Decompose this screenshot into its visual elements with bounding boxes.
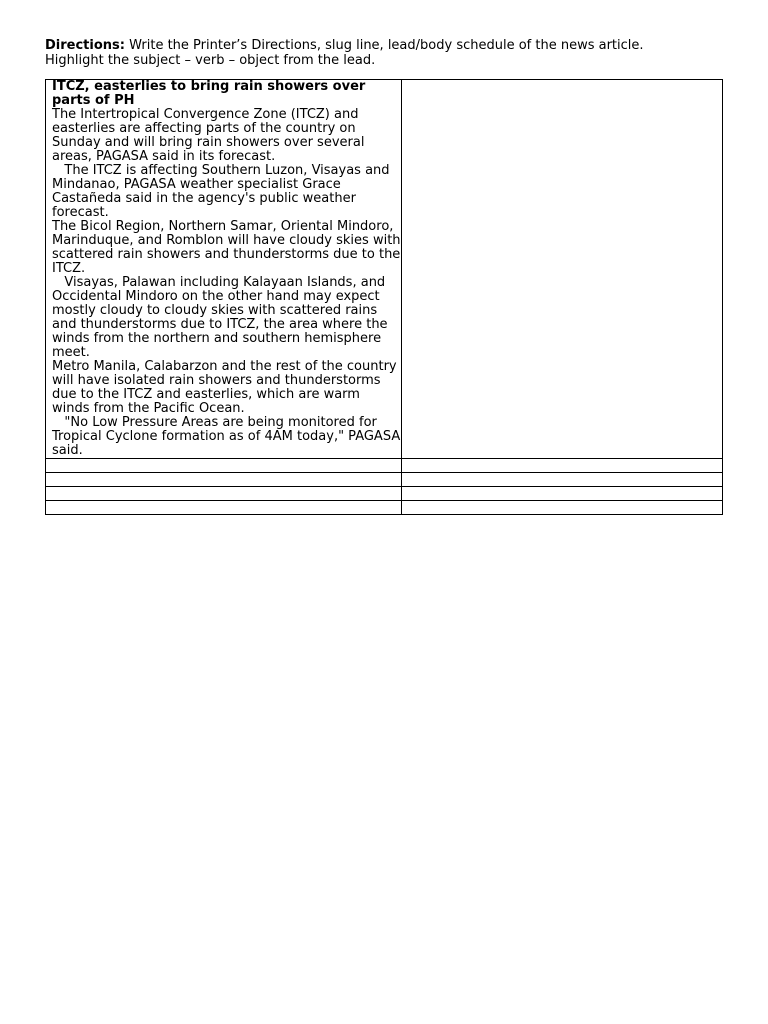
worksheet-table [45,79,723,515]
blank-cell-left[interactable] [46,473,402,487]
blank-row [46,487,723,501]
blank-cell-right[interactable] [402,473,723,487]
blank-cell-right[interactable] [402,459,723,473]
article-paragraph-3: The Bicol Region, Northern Samar, Oriental Mindoro, Marinduque, and Romblon will have cloudy skies with scattered rain showers and thunderstorms due to the ITCZ. [52,219,405,276]
blank-cell-left[interactable] [46,487,402,501]
blank-row [46,501,723,515]
blank-cell-left[interactable] [46,501,402,515]
blank-cell-left[interactable] [46,459,402,473]
article-paragraph-1: The Intertropical Convergence Zone (ITCZ) and easterlies are affecting parts of the country on Sunday and will bring rain showers over several areas, PAGASA said in its forecast. [52,107,369,164]
directions-label: Directions: [45,38,125,53]
article-paragraph-5: Metro Manila, Calabarzon and the rest of the country will have isolated rain showers and thunderstorms due to the ITCZ and easterlies, which are warm winds from the Pacific Ocean. [52,359,401,416]
article-row [46,80,723,459]
article-paragraph-4: Visayas, Palawan including Kalayaan Islands, and Occidental Mindoro on the other hand may expect mostly cloudy to cloudy skies with scattered rains and thunderstorms due to ITCZ, the area where the winds from the northern and southern hemisphere meet. [52,275,392,360]
article-cell [46,79,405,459]
blank-cell-right[interactable] [402,487,723,501]
answer-cell[interactable] [402,80,723,459]
article-paragraph-2: The ITCZ is affecting Southern Luzon, Visayas and Mindanao, PAGASA weather specialist Grace Castañeda said in the agency's public weather forecast. [52,163,394,220]
directions-text [45,38,735,68]
article-paragraph-6: "No Low Pressure Areas are being monitored for Tropical Cyclone formation as of 4AM today," PAGASA said. [52,415,405,458]
directions-line-1 [45,38,735,53]
article-headline: ITCZ, easterlies to bring rain showers over parts of PH [52,79,366,108]
directions-instruction-1: Write the Printer’s Directions, slug line, lead/body schedule of the news article. [124,38,644,53]
blank-row [46,459,723,473]
blank-row [46,473,723,487]
blank-cell-right[interactable] [402,501,723,515]
directions-line-2: Highlight the subject – verb – object from the lead. [45,53,376,68]
